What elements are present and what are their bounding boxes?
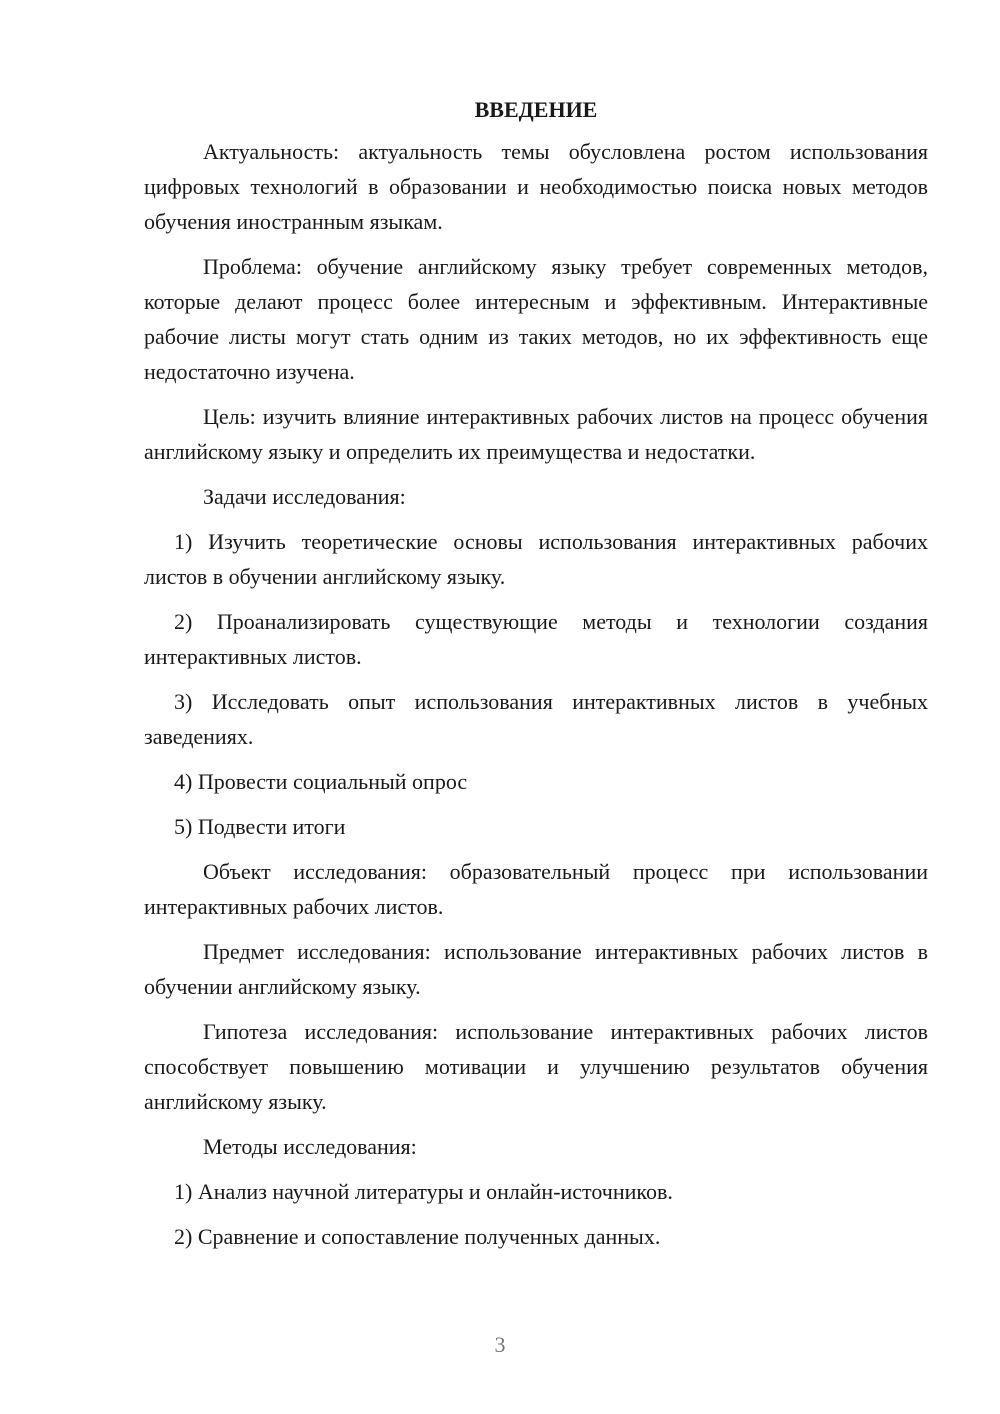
methods-heading: Методы исследования: [203,1134,417,1159]
task-item: 5) Подвести итоги [174,814,346,839]
page-content [144,92,928,1264]
goal-paragraph: Цель: изучить влияние интерактивных рабочих листов на процесс обучения английскому языку и определить их преимущества и недостатки. [144,404,928,464]
task-item: 3) Исследовать опыт использования интерактивных листов в учебных заведениях. [144,689,928,749]
task-item: 1) Изучить теоретические основы использования интерактивных рабочих листов в обучении английскому языку. [144,529,928,589]
task-item: 4) Провести социальный опрос [174,769,468,794]
subject-paragraph: Предмет исследования: использование интерактивных рабочих листов в обучении английскому языку. [144,939,928,999]
method-item: 1) Анализ научной литературы и онлайн-источников. [174,1179,673,1204]
section-title: ВВЕДЕНИЕ [474,97,598,122]
hypothesis-paragraph: Гипотеза исследования: использование интерактивных рабочих листов способствует повышению мотивации и улучшению результатов обучения английскому языку. [144,1019,928,1114]
problem-paragraph: Проблема: обучение английскому языку требует современных методов, которые делают процесс более интересным и эффективным. Интерактивные рабочие листы могут стать одним из таких методов, но их эффективность еще недостаточно изучена. [144,254,928,384]
task-item: 2) Проанализировать существующие методы и технологии создания интерактивных листов. [144,609,928,669]
object-paragraph: Объект исследования: образовательный процесс при использовании интерактивных рабочих листов. [144,859,928,919]
relevance-paragraph: Актуальность: актуальность темы обусловлена ростом использования цифровых технологий в образовании и необходимостью поиска новых методов обучения иностранным языкам. [144,139,928,234]
tasks-heading: Задачи исследования: [203,484,406,509]
page-number: 3 [494,1332,506,1357]
method-item: 2) Сравнение и сопоставление полученных данных. [174,1224,661,1249]
